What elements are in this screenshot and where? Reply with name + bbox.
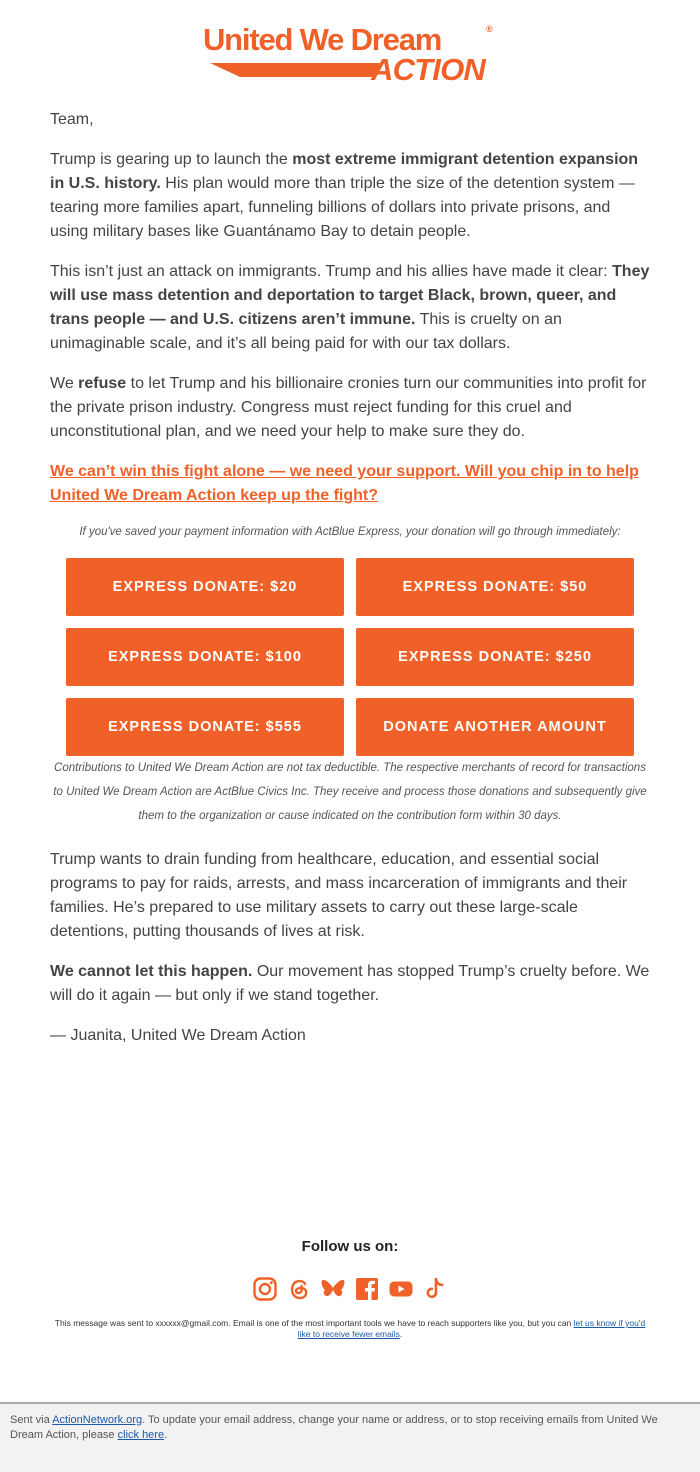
social-icons [252, 1276, 452, 1302]
fewer-emails-link[interactable]: let us know if you'd like to receive fewer emails [297, 1318, 646, 1339]
footer-text: Sent via ActionNetwork.org. To update your email address, change your name or address, or to stop receiving emails from United We Dream Action, please click here. [10, 1414, 658, 1441]
instagram-icon[interactable] [252, 1276, 278, 1302]
tax-disclaimer: Contributions to United We Dream Action are not tax deductible. The respective merchants of record for transactions to United We Dream Action are ActBlue Civics Inc. They receive and process those donations and subsequently give them to the organization or cause indicated on the contribution form within 30 days. [53, 762, 647, 822]
signature: — Juanita, United We Dream Action [50, 1027, 306, 1044]
logo[interactable] [200, 22, 500, 88]
express-donate-50-button[interactable]: EXPRESS DONATE: $50 [356, 558, 634, 616]
facebook-icon[interactable] [354, 1276, 380, 1302]
follow-us-heading: Follow us on: [301, 1238, 399, 1255]
sent-to-message: This message was sent to xxxxxx@gmail.com. Email is one of the most important tools we have to reach supporters like you, but you can let us know if you'd like to receive fewer emails. [54, 1318, 646, 1339]
paragraph-1: Trump is gearing up to launch the most extreme immigrant detention expansion in U.S. history. His plan would more than triple the size of the detention system — tearing more families apart, funneling billions of dollars into private prisons, and using military bases like Guantánamo Bay to detain people. [50, 151, 639, 240]
express-note: If you've saved your payment information with ActBlue Express, your donation will go through immediately: [79, 526, 621, 538]
donate-button-grid [66, 558, 634, 756]
logo-action-text: ACTION [371, 52, 486, 87]
greeting: Team, [50, 111, 94, 128]
express-donate-100-button[interactable]: EXPRESS DONATE: $100 [66, 628, 344, 686]
registered-mark: ® [486, 24, 493, 34]
unsubscribe-link[interactable]: click here [117, 1429, 165, 1441]
express-donate-555-button[interactable]: EXPRESS DONATE: $555 [66, 698, 344, 756]
actionnetwork-link[interactable]: ActionNetwork.org [52, 1414, 143, 1426]
paragraph-5: We cannot let this happen. Our movement has stopped Trump’s cruelty before. We will do it again — but only if we stand together. [50, 963, 650, 1004]
express-donate-250-button[interactable]: EXPRESS DONATE: $250 [356, 628, 634, 686]
donate-cta-link[interactable]: We can’t win this fight alone — we need your support. Will you chip in to help United We Dream Action keep up the fight? [50, 463, 639, 504]
logo-wordmark: United We Dream [203, 22, 442, 57]
donate-another-amount-button[interactable]: DONATE ANOTHER AMOUNT [356, 698, 634, 756]
youtube-icon[interactable] [388, 1276, 414, 1302]
bluesky-icon[interactable] [320, 1276, 346, 1302]
paragraph-2: This isn’t just an attack on immigrants. Trump and his allies have made it clear: They will use mass detention and deportation to target Black, brown, queer, and trans people — and U.S. citizens aren’t immune. This is cruelty on an unimaginable scale, and it’s all being paid for with our tax dollars. [50, 263, 650, 352]
paragraph-3: We refuse to let Trump and his billionaire cronies turn our communities into profit for the private prison industry. Congress must reject funding for this cruel and unconstitutional plan, and we need your help to make sure they do. [50, 375, 647, 440]
threads-icon[interactable] [286, 1276, 312, 1302]
express-donate-20-button[interactable]: EXPRESS DONATE: $20 [66, 558, 344, 616]
logo-stripe-icon [210, 63, 380, 77]
tiktok-icon[interactable] [422, 1276, 448, 1302]
email-body [50, 108, 650, 1064]
paragraph-4: Trump wants to drain funding from healthcare, education, and essential social programs to pay for raids, arrests, and mass incarceration of immigrants and their families. He’s prepared to use military assets to carry out these large-scale detentions, putting thousands of lives at risk. [50, 851, 628, 940]
footer [0, 1402, 700, 1472]
